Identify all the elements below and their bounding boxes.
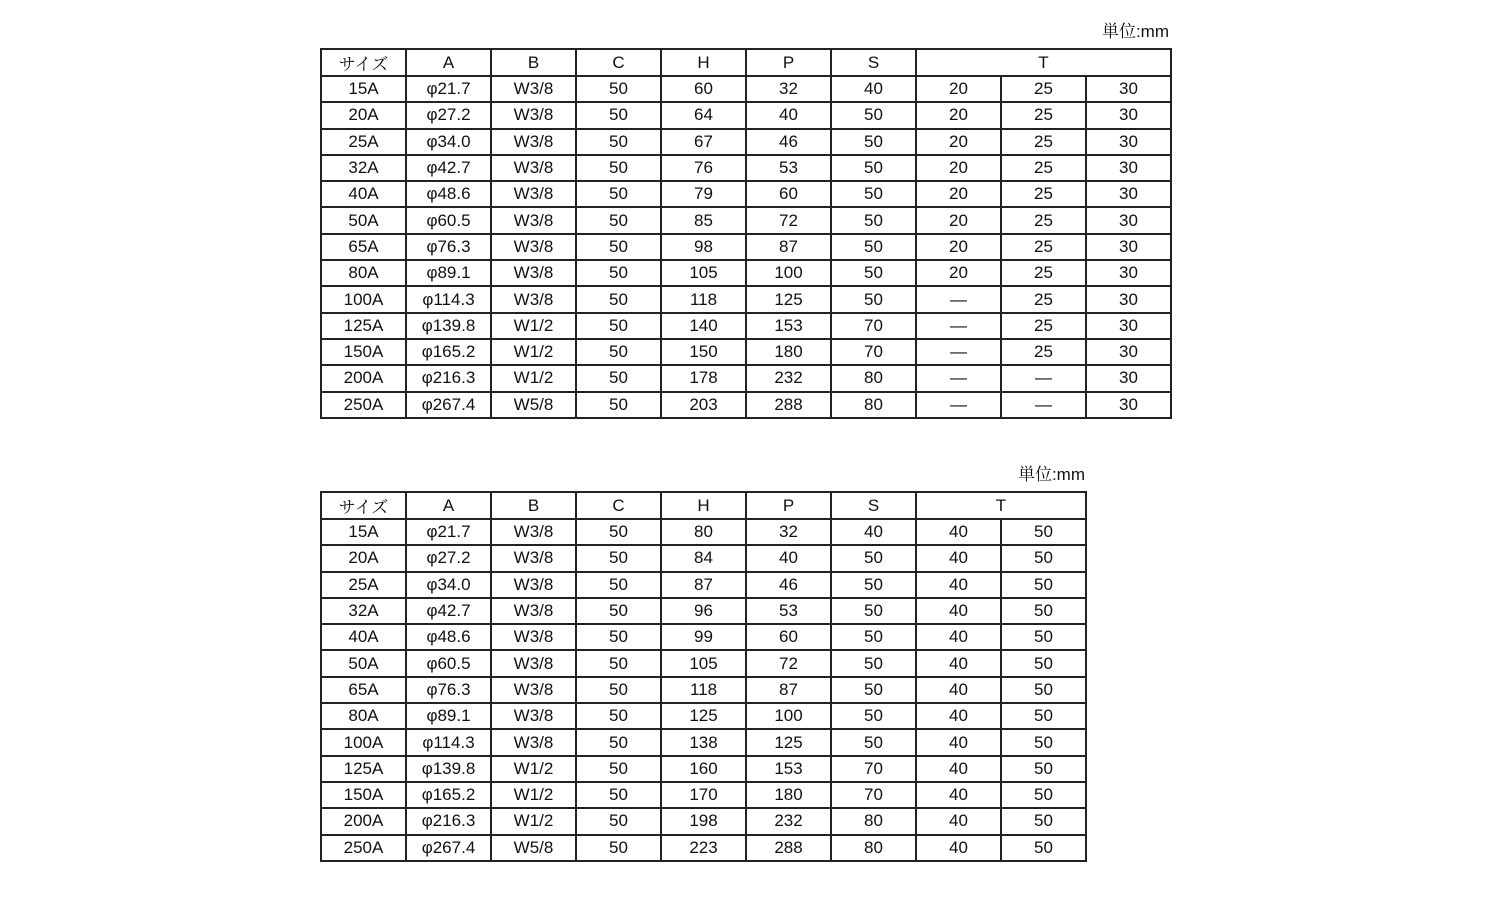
table-cell: 50 [831, 234, 916, 260]
table-cell: 50 [831, 729, 916, 755]
table-cell: φ89.1 [406, 260, 491, 286]
table-row [321, 129, 1171, 155]
column-header-c: C [576, 492, 661, 519]
table-cell: 125 [746, 286, 831, 312]
table-cell: 15A [321, 519, 406, 545]
table-cell: 50 [576, 598, 661, 624]
table-cell: 40 [916, 835, 1001, 861]
table-cell: 180 [746, 339, 831, 365]
table-cell: 50 [576, 808, 661, 834]
table-cell: 64 [661, 102, 746, 128]
table-cell: φ76.3 [406, 234, 491, 260]
table-cell: 50 [576, 519, 661, 545]
table-cell: 60 [746, 181, 831, 207]
table-cell: 50 [576, 729, 661, 755]
table-cell: 50 [831, 677, 916, 703]
table-cell: 50 [1001, 782, 1086, 808]
table-cell: W1/2 [491, 756, 576, 782]
table-row [321, 155, 1171, 181]
table-cell: 50 [1001, 572, 1086, 598]
table-cell: W5/8 [491, 392, 576, 418]
table-cell: 40 [916, 703, 1001, 729]
table-cell: — [916, 365, 1001, 391]
table-cell: 98 [661, 234, 746, 260]
table-cell: 50 [1001, 545, 1086, 571]
table-cell: — [916, 339, 1001, 365]
table-cell: 125A [321, 313, 406, 339]
table-cell: 50 [831, 703, 916, 729]
table-cell: φ21.7 [406, 519, 491, 545]
table-cell: 79 [661, 181, 746, 207]
table-cell: 153 [746, 756, 831, 782]
table-cell: 100 [746, 260, 831, 286]
table-cell: 25A [321, 129, 406, 155]
table-cell: 50 [831, 286, 916, 312]
table-cell: 80 [831, 392, 916, 418]
table-cell: 125 [746, 729, 831, 755]
table-cell: 40 [916, 756, 1001, 782]
table-cell: 50 [576, 835, 661, 861]
table-cell: 87 [661, 572, 746, 598]
table-cell: 50A [321, 650, 406, 676]
table-cell: 50 [831, 572, 916, 598]
table-cell: 84 [661, 545, 746, 571]
column-header-size: サイズ [321, 49, 406, 76]
table-cell: 50 [1001, 729, 1086, 755]
table-cell: 80 [831, 365, 916, 391]
table-cell: 50A [321, 207, 406, 233]
table-cell: W3/8 [491, 102, 576, 128]
table-cell: 50 [1001, 598, 1086, 624]
table-cell: 50 [576, 703, 661, 729]
table-cell: 40A [321, 181, 406, 207]
table-cell: 50 [576, 313, 661, 339]
table-cell: φ34.0 [406, 572, 491, 598]
table-row [321, 729, 1086, 755]
table-cell: 25 [1001, 339, 1086, 365]
column-header-t: T [916, 49, 1171, 76]
table-cell: 50 [1001, 677, 1086, 703]
table-cell: 50 [576, 365, 661, 391]
table-cell: 87 [746, 677, 831, 703]
table-cell: W1/2 [491, 339, 576, 365]
table-cell: φ27.2 [406, 102, 491, 128]
table-cell: — [916, 313, 1001, 339]
table-cell: 50 [576, 102, 661, 128]
table-cell: 200A [321, 808, 406, 834]
table-cell: 20 [916, 102, 1001, 128]
table-cell: 30 [1086, 76, 1171, 102]
table-cell: 50 [831, 545, 916, 571]
table-cell: 50 [1001, 650, 1086, 676]
table-cell: φ42.7 [406, 155, 491, 181]
table-cell: 25 [1001, 102, 1086, 128]
table-cell: 153 [746, 313, 831, 339]
table-cell: 20A [321, 545, 406, 571]
table-cell: 170 [661, 782, 746, 808]
table-cell: 70 [831, 782, 916, 808]
table-cell: — [1001, 365, 1086, 391]
table-cell: 70 [831, 756, 916, 782]
table-row [321, 365, 1171, 391]
table-cell: 72 [746, 650, 831, 676]
table-cell: W3/8 [491, 703, 576, 729]
table-cell: W3/8 [491, 155, 576, 181]
table-row [321, 703, 1086, 729]
table-cell: 60 [661, 76, 746, 102]
table-row [321, 835, 1086, 861]
table-cell: φ60.5 [406, 650, 491, 676]
column-header-p: P [746, 49, 831, 76]
table-cell: 80A [321, 703, 406, 729]
table-row [321, 313, 1171, 339]
table-cell: W1/2 [491, 808, 576, 834]
table-cell: 70 [831, 339, 916, 365]
table-cell: φ114.3 [406, 729, 491, 755]
table-cell: 40 [916, 624, 1001, 650]
table-cell: φ21.7 [406, 76, 491, 102]
table-cell: W1/2 [491, 782, 576, 808]
table-cell: 50 [1001, 835, 1086, 861]
table-cell: φ139.8 [406, 756, 491, 782]
table-cell: 32 [746, 76, 831, 102]
table-cell: 50 [576, 339, 661, 365]
table-cell: 232 [746, 808, 831, 834]
table-cell: 50 [1001, 703, 1086, 729]
table-row [321, 181, 1171, 207]
table-cell: 40 [831, 76, 916, 102]
table-cell: 25 [1001, 313, 1086, 339]
table-cell: 50 [576, 545, 661, 571]
table-cell: 80A [321, 260, 406, 286]
table-cell: 50 [576, 286, 661, 312]
column-header-size: サイズ [321, 492, 406, 519]
table-cell: 50 [576, 624, 661, 650]
table-cell: 40 [916, 782, 1001, 808]
table-cell: 150A [321, 339, 406, 365]
table-cell: 125A [321, 756, 406, 782]
table-cell: 178 [661, 365, 746, 391]
table-cell: 50 [576, 782, 661, 808]
table-cell: 50 [831, 650, 916, 676]
table-cell: 105 [661, 260, 746, 286]
header-row [321, 492, 1086, 519]
table-cell: 100A [321, 286, 406, 312]
table-cell: 20 [916, 76, 1001, 102]
table-cell: W3/8 [491, 624, 576, 650]
column-header-a: A [406, 49, 491, 76]
table-cell: 96 [661, 598, 746, 624]
table-cell: 50 [831, 102, 916, 128]
table-cell: — [916, 286, 1001, 312]
table-cell: — [1001, 392, 1086, 418]
table-cell: 32A [321, 598, 406, 624]
table-cell: W1/2 [491, 365, 576, 391]
table-cell: 50 [831, 181, 916, 207]
table-cell: 40 [916, 519, 1001, 545]
table-cell: 72 [746, 207, 831, 233]
table-cell: W3/8 [491, 234, 576, 260]
table-cell: 20 [916, 181, 1001, 207]
table-row [321, 339, 1171, 365]
column-header-h: H [661, 492, 746, 519]
table-cell: 50 [576, 207, 661, 233]
column-header-h: H [661, 49, 746, 76]
table-cell: W3/8 [491, 181, 576, 207]
table-row [321, 207, 1171, 233]
table-row [321, 677, 1086, 703]
table-cell: 40 [916, 650, 1001, 676]
table-cell: W3/8 [491, 260, 576, 286]
table-cell: 53 [746, 598, 831, 624]
table-row [321, 260, 1171, 286]
table-row [321, 76, 1171, 102]
table-cell: 60 [746, 624, 831, 650]
table-cell: 140 [661, 313, 746, 339]
table-cell: 250A [321, 835, 406, 861]
table-cell: φ48.6 [406, 624, 491, 650]
table-cell: 50 [576, 260, 661, 286]
table-cell: 105 [661, 650, 746, 676]
table-cell: 50 [831, 129, 916, 155]
table-cell: 288 [746, 392, 831, 418]
table-cell: 50 [1001, 519, 1086, 545]
table-cell: 20 [916, 129, 1001, 155]
table-cell: 80 [831, 835, 916, 861]
table-cell: φ48.6 [406, 181, 491, 207]
table-cell: W3/8 [491, 598, 576, 624]
table-row [321, 286, 1171, 312]
table-cell: W3/8 [491, 677, 576, 703]
unit-label-table2: 単位:mm [1017, 465, 1085, 484]
table-cell: φ89.1 [406, 703, 491, 729]
table-cell: — [916, 392, 1001, 418]
table-cell: 67 [661, 129, 746, 155]
table-cell: 25 [1001, 181, 1086, 207]
table-cell: 50 [831, 155, 916, 181]
table-cell: φ267.4 [406, 392, 491, 418]
table-cell: W5/8 [491, 835, 576, 861]
column-header-t: T [916, 492, 1086, 519]
table-cell: 25 [1001, 207, 1086, 233]
table-cell: 30 [1086, 207, 1171, 233]
table-cell: W3/8 [491, 76, 576, 102]
table-cell: 100A [321, 729, 406, 755]
table-cell: 65A [321, 677, 406, 703]
table-cell: 25 [1001, 286, 1086, 312]
table-cell: φ216.3 [406, 365, 491, 391]
table-cell: 198 [661, 808, 746, 834]
table-cell: 30 [1086, 260, 1171, 286]
table-cell: 40 [916, 729, 1001, 755]
table-row [321, 650, 1086, 676]
table-cell: 40 [916, 808, 1001, 834]
table-cell: 25 [1001, 76, 1086, 102]
table-cell: 50 [576, 76, 661, 102]
table-cell: 50 [576, 129, 661, 155]
column-header-s: S [831, 492, 916, 519]
table-cell: 50 [1001, 808, 1086, 834]
table-cell: φ42.7 [406, 598, 491, 624]
unit-label-table1: 単位:mm [1101, 22, 1169, 41]
table-cell: 76 [661, 155, 746, 181]
table-cell: 40 [916, 545, 1001, 571]
table-cell: 50 [1001, 756, 1086, 782]
table-row [321, 392, 1171, 418]
table-cell: 99 [661, 624, 746, 650]
table-row [321, 519, 1086, 545]
table-cell: 53 [746, 155, 831, 181]
table-cell: 65A [321, 234, 406, 260]
column-header-p: P [746, 492, 831, 519]
table-cell: 25A [321, 572, 406, 598]
table-cell: 30 [1086, 365, 1171, 391]
table-cell: 50 [576, 155, 661, 181]
table-cell: 118 [661, 286, 746, 312]
table-cell: 50 [576, 650, 661, 676]
table-cell: 85 [661, 207, 746, 233]
table-cell: 50 [831, 260, 916, 286]
table-cell: φ114.3 [406, 286, 491, 312]
table-cell: 25 [1001, 234, 1086, 260]
table-cell: 160 [661, 756, 746, 782]
table-cell: 30 [1086, 155, 1171, 181]
table-cell: 30 [1086, 339, 1171, 365]
table-cell: 50 [831, 598, 916, 624]
table-cell: W3/8 [491, 729, 576, 755]
column-header-b: B [491, 492, 576, 519]
column-header-b: B [491, 49, 576, 76]
table-cell: 223 [661, 835, 746, 861]
table-cell: 40A [321, 624, 406, 650]
table-cell: φ27.2 [406, 545, 491, 571]
table-cell: 50 [576, 756, 661, 782]
table-cell: 46 [746, 129, 831, 155]
table-cell: 40 [916, 572, 1001, 598]
table-cell: 50 [576, 234, 661, 260]
table-cell: 40 [831, 519, 916, 545]
table-cell: 40 [916, 677, 1001, 703]
table-cell: 80 [831, 808, 916, 834]
table-cell: 50 [576, 572, 661, 598]
table-cell: 25 [1001, 129, 1086, 155]
table-cell: 70 [831, 313, 916, 339]
table-row [321, 808, 1086, 834]
table-cell: 50 [831, 624, 916, 650]
table-cell: 203 [661, 392, 746, 418]
column-header-s: S [831, 49, 916, 76]
table-cell: W3/8 [491, 650, 576, 676]
table-cell: 200A [321, 365, 406, 391]
table-cell: W3/8 [491, 129, 576, 155]
table-cell: φ165.2 [406, 339, 491, 365]
table-cell: 25 [1001, 260, 1086, 286]
table-cell: 30 [1086, 181, 1171, 207]
table-row [321, 624, 1086, 650]
table-cell: 20 [916, 155, 1001, 181]
table-cell: W3/8 [491, 572, 576, 598]
table-cell: 50 [831, 207, 916, 233]
table-cell: 150A [321, 782, 406, 808]
table-cell: 20 [916, 207, 1001, 233]
table-cell: φ139.8 [406, 313, 491, 339]
table-cell: 46 [746, 572, 831, 598]
table-cell: 180 [746, 782, 831, 808]
table-cell: φ267.4 [406, 835, 491, 861]
table-cell: 30 [1086, 102, 1171, 128]
dimension-table-1 [320, 48, 1172, 419]
table-cell: 15A [321, 76, 406, 102]
table-cell: 40 [746, 102, 831, 128]
column-header-c: C [576, 49, 661, 76]
table-cell: 20 [916, 234, 1001, 260]
table-cell: 40 [746, 545, 831, 571]
table-cell: 118 [661, 677, 746, 703]
table-cell: 20 [916, 260, 1001, 286]
column-header-a: A [406, 492, 491, 519]
table-cell: 30 [1086, 234, 1171, 260]
table-row [321, 598, 1086, 624]
table-cell: 30 [1086, 392, 1171, 418]
table-cell: 80 [661, 519, 746, 545]
table-cell: W3/8 [491, 207, 576, 233]
table-cell: φ60.5 [406, 207, 491, 233]
table-row [321, 756, 1086, 782]
dimension-table-2 [320, 491, 1087, 862]
table-cell: 250A [321, 392, 406, 418]
table-cell: 288 [746, 835, 831, 861]
table-cell: 138 [661, 729, 746, 755]
table-cell: W3/8 [491, 286, 576, 312]
table-row [321, 782, 1086, 808]
table-cell: 50 [1001, 624, 1086, 650]
table-cell: 232 [746, 365, 831, 391]
table-cell: 50 [576, 392, 661, 418]
table-cell: 30 [1086, 313, 1171, 339]
table-cell: 150 [661, 339, 746, 365]
table-cell: 125 [661, 703, 746, 729]
table-cell: φ76.3 [406, 677, 491, 703]
table-cell: 20A [321, 102, 406, 128]
table-row [321, 234, 1171, 260]
table-cell: W3/8 [491, 519, 576, 545]
table-cell: 32 [746, 519, 831, 545]
table-cell: W1/2 [491, 313, 576, 339]
table-cell: 50 [576, 181, 661, 207]
table-cell: φ165.2 [406, 782, 491, 808]
table-cell: 50 [576, 677, 661, 703]
table-cell: φ34.0 [406, 129, 491, 155]
table-cell: 40 [916, 598, 1001, 624]
table-cell: 25 [1001, 155, 1086, 181]
table-cell: 100 [746, 703, 831, 729]
header-row [321, 49, 1171, 76]
table-cell: 32A [321, 155, 406, 181]
table-row [321, 102, 1171, 128]
table-row [321, 545, 1086, 571]
table-cell: 30 [1086, 129, 1171, 155]
table-cell: φ216.3 [406, 808, 491, 834]
table-cell: 87 [746, 234, 831, 260]
table-row [321, 572, 1086, 598]
table-cell: 30 [1086, 286, 1171, 312]
table-cell: W3/8 [491, 545, 576, 571]
